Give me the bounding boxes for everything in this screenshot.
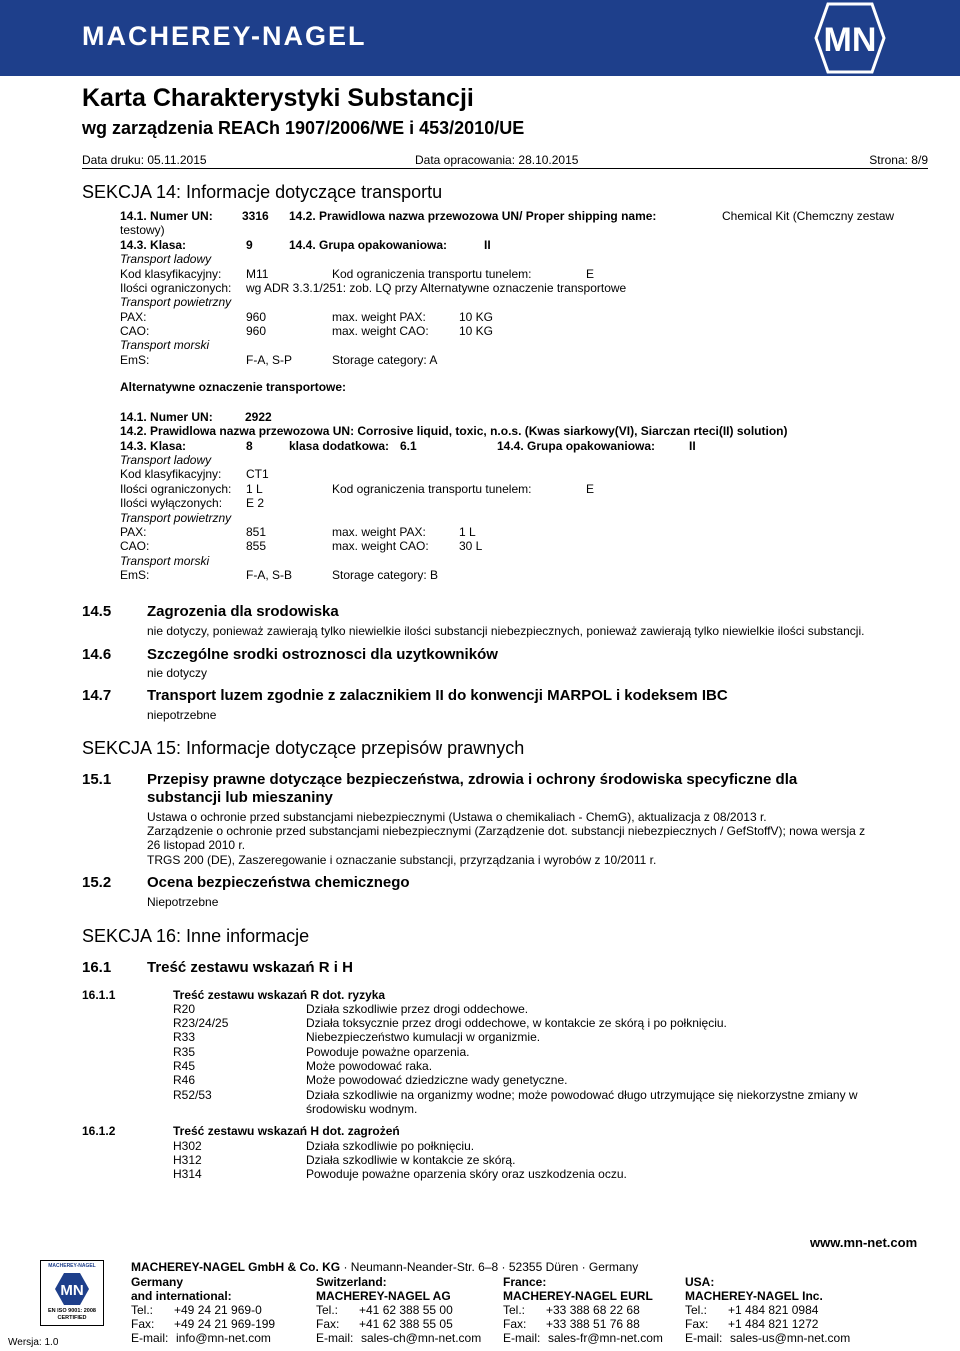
- version-label: Wersja: 1.0: [8, 1337, 59, 1348]
- h-phrase-text: Działa szkodliwie w kontakcie ze skórą.: [306, 1153, 516, 1167]
- logo-text: MN: [823, 21, 877, 59]
- r-phrase-code: R33: [173, 1030, 196, 1044]
- fax-label: Fax:: [316, 1317, 340, 1331]
- r-phrase-code: R23/24/25: [173, 1016, 229, 1030]
- kit-pax-value: 960: [246, 310, 267, 324]
- kit-un-label: 14.1. Numer UN:: [120, 209, 213, 223]
- s161-title: Treść zestawu wskazań R i H: [147, 959, 353, 976]
- email-label: E-mail:: [316, 1331, 354, 1345]
- kit-limited-label: Ilości ograniczonych:: [120, 281, 232, 295]
- section-16-heading: SEKCJA 16: Inne informacje: [82, 926, 310, 946]
- alt-extra-label: klasa dodatkowa:: [289, 439, 390, 453]
- s146-number: 14.6: [82, 646, 112, 663]
- email-link[interactable]: sales-us@mn-net.com: [730, 1331, 851, 1345]
- h-phrase-code: H312: [173, 1153, 202, 1167]
- footer-address: · Neumann-Neander-Str. 6–8 · 52355 Düren · Germany: [340, 1260, 639, 1274]
- s147-text: niepotrzebne: [147, 708, 217, 722]
- alt-storage: Storage category: B: [332, 568, 439, 582]
- alt-un-label: 14.1. Numer UN:: [120, 410, 213, 424]
- s147-title: Transport luzem zgodnie z zalacznikiem II do konwencji MARPOL i kodeksem IBC: [147, 687, 728, 704]
- kit-air-title: Transport powietrzny: [120, 295, 232, 309]
- footer-col-subtitle: MACHEREY-NAGEL EURL: [503, 1289, 653, 1303]
- tel-label: Tel.:: [685, 1303, 708, 1317]
- kit-cao-label: CAO:: [120, 324, 150, 338]
- s146-text: nie dotyczy: [147, 666, 208, 680]
- s147-number: 14.7: [82, 687, 112, 704]
- s152-number: 15.2: [82, 874, 112, 891]
- kit-storage: Storage category: A: [332, 353, 438, 367]
- alt-class-value: 8: [246, 439, 253, 453]
- alt-tunnel-label: Kod ograniczenia transportu tunelem:: [332, 482, 532, 496]
- kit-pax-weight-value: 10 KG: [459, 310, 494, 324]
- kit-cao-weight-label: max. weight CAO:: [332, 324, 429, 338]
- s151-number: 15.1: [82, 771, 112, 788]
- iso-text: EN ISO 9001: 2008 CERTIFIED: [47, 1308, 96, 1321]
- r-phrase-text-cont: środowisku wodnym.: [306, 1102, 418, 1116]
- alt-limited-label: Ilości ograniczonych:: [120, 482, 232, 496]
- iso-certificate: [40, 1260, 104, 1326]
- r-phrase-code: R52/53: [173, 1088, 212, 1102]
- tel-value: +1 484 821 0984: [728, 1303, 819, 1317]
- header-bar: [0, 0, 960, 76]
- document-title: Karta Charakterystyki Substancji: [82, 84, 474, 112]
- alt-class-code-label: Kod klasyfikacyjny:: [120, 467, 222, 481]
- section-14-heading: SEKCJA 14: Informacje dotyczące transportu: [82, 182, 443, 202]
- h-phrase-text: Powoduje poważne oparzenia skóry oraz uszkodzenia oczu.: [306, 1167, 627, 1181]
- email-label: E-mail:: [503, 1331, 541, 1345]
- kit-pax-weight-label: max. weight PAX:: [332, 310, 426, 324]
- kit-class-code-label: Kod klasyfikacyjny:: [120, 267, 222, 281]
- fax-label: Fax:: [503, 1317, 527, 1331]
- footer-company-line: [131, 1260, 638, 1274]
- footer-col-title: France:: [503, 1275, 547, 1289]
- alt-pax-value: 851: [246, 525, 267, 539]
- s152-title: Ocena bezpieczeństwa chemicznego: [147, 874, 410, 891]
- footer-col-title: USA:: [685, 1275, 715, 1289]
- tel-value: +49 24 21 969-0: [174, 1303, 262, 1317]
- mn-logo-icon: [780, 2, 900, 74]
- kit-name-value-cont: testowy): [120, 223, 165, 237]
- h-phrase-code: H302: [173, 1139, 202, 1153]
- fax-value: +41 62 388 55 05: [359, 1317, 453, 1331]
- r-phrase-code: R20: [173, 1002, 196, 1016]
- r-phrase-code: R35: [173, 1045, 196, 1059]
- s161-number: 16.1: [82, 959, 112, 976]
- footer-col-title: Germany: [131, 1275, 184, 1289]
- s145-text: nie dotyczy, ponieważ zawierają tylko niewielkie ilości substancji niebezpiecznych, ponieważ zawierają tylko niewielkie ilości substancji.: [147, 624, 865, 638]
- tel-value: +33 388 68 22 68: [546, 1303, 640, 1317]
- alt-tunnel-value: E: [586, 482, 595, 496]
- iso-brand: MACHEREY-NAGEL: [48, 1263, 96, 1269]
- s1612-title: Treść zestawu wskazań H dot. zagrożeń: [173, 1124, 400, 1138]
- tel-label: Tel.:: [131, 1303, 154, 1317]
- website-link[interactable]: www.mn-net.com: [810, 1235, 918, 1250]
- footer-col-subtitle: MACHEREY-NAGEL Inc.: [685, 1289, 823, 1303]
- alt-pax-label: PAX:: [120, 525, 147, 539]
- iso-logo-icon: [54, 1272, 90, 1306]
- edit-date: Data opracowania: 28.10.2015: [415, 153, 579, 167]
- alt-sea-title: Transport morski: [120, 554, 210, 568]
- alt-extra-value: 6.1: [400, 439, 417, 453]
- alt-pack-label: 14.4. Grupa opakowaniowa:: [497, 439, 656, 453]
- tel-label: Tel.:: [316, 1303, 339, 1317]
- r-phrase-text: Może powodować dziedziczne wady genetyczne.: [306, 1073, 568, 1087]
- alt-pack-value: II: [689, 439, 696, 453]
- r-phrase-text: Powoduje poważne oparzenia.: [306, 1045, 470, 1059]
- s151-line-2: Zarządzenie o ochronie przed substancjami niebezpiecznymi (Zarządzenie dot. substancji niebezpiecznych / GefStoffV); nowa wersja z: [147, 824, 866, 838]
- r-phrase-code: R45: [173, 1059, 196, 1073]
- email-label: E-mail:: [685, 1331, 723, 1345]
- kit-cao-weight-value: 10 KG: [459, 324, 494, 338]
- s145-number: 14.5: [82, 603, 112, 620]
- s151-title-cont: substancji lub mieszaniny: [147, 789, 333, 806]
- kit-ems-label: EmS:: [120, 353, 150, 367]
- fax-label: Fax:: [131, 1317, 155, 1331]
- kit-class-code-value: M11: [246, 267, 269, 281]
- alt-land-title: Transport ladowy: [120, 453, 212, 467]
- section-15-heading: SEKCJA 15: Informacje dotyczące przepisów prawnych: [82, 738, 525, 758]
- kit-name-label: 14.2. Prawidlowa nazwa przewozowa UN/ Proper shipping name:: [289, 209, 657, 223]
- alt-excepted-value: E 2: [246, 496, 265, 510]
- footer-col-subtitle: MACHEREY-NAGEL AG: [316, 1289, 451, 1303]
- s151-line-1: Ustawa o ochronie przed substancjami niebezpiecznymi (Ustawa o chemikaliach - ChemG), aktualizacja z 08/2013 r.: [147, 810, 767, 824]
- alt-pax-weight-label: max. weight PAX:: [332, 525, 426, 539]
- alt-excepted-label: Ilości wyłączonych:: [120, 496, 223, 510]
- alt-class-code-value: CT1: [246, 467, 269, 481]
- h-phrase-text: Działa szkodliwie po połknięciu.: [306, 1139, 475, 1153]
- email-link[interactable]: sales-fr@mn-net.com: [548, 1331, 663, 1345]
- fax-label: Fax:: [685, 1317, 709, 1331]
- kit-tunnel-label: Kod ograniczenia transportu tunelem:: [332, 267, 532, 281]
- s1611-title: Treść zestawu wskazań R dot. ryzyka: [173, 988, 386, 1002]
- r-phrase-code: R46: [173, 1073, 196, 1087]
- kit-un-value: 3316: [242, 209, 269, 223]
- kit-tunnel-value: E: [586, 267, 595, 281]
- page-number: Strona: 8/9: [869, 153, 928, 167]
- kit-cao-value: 960: [246, 324, 267, 338]
- kit-pack-value: II: [484, 238, 491, 252]
- kit-sea-title: Transport morski: [120, 338, 210, 352]
- kit-pax-label: PAX:: [120, 310, 147, 324]
- alt-class-label: 14.3. Klasa:: [120, 439, 187, 453]
- print-date: Data druku: 05.11.2015: [82, 153, 207, 167]
- kit-ems-value: F-A, S-P: [246, 353, 293, 367]
- s152-text: Niepotrzebne: [147, 895, 219, 909]
- fax-value: +33 388 51 76 88: [546, 1317, 640, 1331]
- alt-pax-weight-value: 1 L: [459, 525, 476, 539]
- r-phrase-text: Niebezpieczeństwo kumulacji w organizmie.: [306, 1030, 541, 1044]
- alt-name-line: 14.2. Prawidlowa nazwa przewozowa UN: Corrosive liquid, toxic, n.o.s. (Kwas siarkowy(VI), Siarczan rteci(II) solution): [120, 424, 788, 438]
- tel-value: +41 62 388 55 00: [359, 1303, 453, 1317]
- document-subtitle: wg zarządzenia REACh 1907/2006/WE i 453/2010/UE: [82, 118, 525, 138]
- r-phrase-text: Może powodować raka.: [306, 1059, 433, 1073]
- r-phrase-text: Działa szkodliwie przez drogi oddechowe.: [306, 1002, 529, 1016]
- alt-cao-weight-value: 30 L: [459, 539, 483, 553]
- alt-limited-value: 1 L: [246, 482, 263, 496]
- kit-land-title: Transport ladowy: [120, 252, 212, 266]
- email-link[interactable]: sales-ch@mn-net.com: [361, 1331, 482, 1345]
- kit-class-value: 9: [246, 238, 253, 252]
- fax-value: +1 484 821 1272: [728, 1317, 819, 1331]
- kit-pack-label: 14.4. Grupa opakowaniowa:: [289, 238, 448, 252]
- tel-label: Tel.:: [503, 1303, 526, 1317]
- svg-text:MN: MN: [60, 1282, 84, 1299]
- kit-class-label: 14.3. Klasa:: [120, 238, 187, 252]
- alt-cao-label: CAO:: [120, 539, 150, 553]
- alt-ems-label: EmS:: [120, 568, 150, 582]
- alt-air-title: Transport powietrzny: [120, 511, 232, 525]
- fax-value: +49 24 21 969-199: [174, 1317, 276, 1331]
- brand-name: MACHEREY-NAGEL: [82, 21, 367, 51]
- footer-col-title: Switzerland:: [316, 1275, 387, 1289]
- alt-ems-value: F-A, S-B: [246, 568, 293, 582]
- email-label: E-mail:: [131, 1331, 169, 1345]
- s1612-number: 16.1.2: [82, 1124, 116, 1138]
- email-link[interactable]: info@mn-net.com: [176, 1331, 271, 1345]
- alt-cao-value: 855: [246, 539, 267, 553]
- footer-company: MACHEREY-NAGEL GmbH & Co. KG: [131, 1260, 341, 1274]
- h-phrase-code: H314: [173, 1167, 202, 1181]
- r-phrase-text: Działa szkodliwie na organizmy wodne; może powodować długo utrzymujące się niekorzystne zmiany w: [306, 1088, 858, 1102]
- s151-line-3: 26 listopad 2010 r.: [147, 838, 246, 852]
- r-phrase-text: Działa toksycznie przez drogi oddechowe, w kontakcie ze skórą i po połknięciu.: [306, 1016, 727, 1030]
- footer-col-subtitle: and international:: [131, 1289, 232, 1303]
- kit-limited-value: wg ADR 3.3.1/251: zob. LQ przy Alternatywne oznaczenie transportowe: [246, 281, 627, 295]
- alt-un-value: 2922: [245, 410, 272, 424]
- s151-line-4: TRGS 200 (DE), Zaszeregowanie i oznaczanie substancji, przyrządzania i wyrobów z 10/2011 r.: [147, 853, 657, 867]
- kit-name-value: Chemical Kit (Chemczny zestaw: [722, 209, 895, 223]
- s146-title: Szczególne srodki ostroznosci dla uzytkowników: [147, 646, 498, 663]
- alt-heading: Alternatywne oznaczenie transportowe:: [120, 380, 347, 394]
- s151-title: Przepisy prawne dotyczące bezpieczeństwa, zdrowia i ochrony środowiska specyficzne dla: [147, 771, 798, 788]
- header-divider: [82, 168, 928, 169]
- s145-title: Zagrozenia dla srodowiska: [147, 603, 339, 620]
- alt-cao-weight-label: max. weight CAO:: [332, 539, 429, 553]
- s1611-number: 16.1.1: [82, 988, 116, 1002]
